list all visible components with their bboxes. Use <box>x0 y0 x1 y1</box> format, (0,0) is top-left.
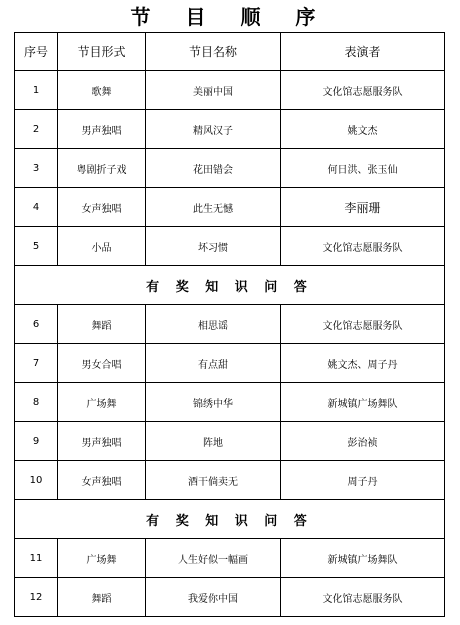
cell-performer: 周子丹 <box>281 461 445 500</box>
cell-performer: 文化馆志愿服务队 <box>281 71 445 110</box>
table-row <box>15 461 445 500</box>
cell-name: 花田错会 <box>146 149 281 188</box>
cell-performer: 彭治祯 <box>281 422 445 461</box>
table-header-row <box>15 33 445 71</box>
cell-performer: 姚文杰、周子丹 <box>281 344 445 383</box>
cell-performer: 何日洪、张玉仙 <box>281 149 445 188</box>
quiz-section-row <box>15 500 445 539</box>
cell-name: 此生无憾 <box>146 188 281 227</box>
cell-no: 12 <box>15 578 58 617</box>
cell-no: 11 <box>15 539 58 578</box>
cell-name: 阵地 <box>146 422 281 461</box>
cell-form: 男声独唱 <box>58 422 146 461</box>
cell-form: 广场舞 <box>58 383 146 422</box>
cell-name: 坏习惯 <box>146 227 281 266</box>
cell-name: 有点甜 <box>146 344 281 383</box>
cell-form: 女声独唱 <box>58 461 146 500</box>
page-title: 节 目 顺 序 <box>130 5 330 29</box>
cell-no: 3 <box>15 149 58 188</box>
cell-form: 女声独唱 <box>58 188 146 227</box>
cell-no: 9 <box>15 422 58 461</box>
program-table <box>14 32 445 617</box>
quiz-section-label: 有 奖 知 识 问 答 <box>15 266 445 305</box>
cell-performer: 李丽珊 <box>281 188 445 227</box>
cell-performer: 文化馆志愿服务队 <box>281 305 445 344</box>
table-row <box>15 110 445 149</box>
cell-no: 7 <box>15 344 58 383</box>
cell-name: 人生好似一幅画 <box>146 539 281 578</box>
cell-form: 舞蹈 <box>58 578 146 617</box>
cell-name: 精风汉子 <box>146 110 281 149</box>
table-row <box>15 539 445 578</box>
cell-no: 4 <box>15 188 58 227</box>
cell-name: 美丽中国 <box>146 71 281 110</box>
table-row <box>15 227 445 266</box>
cell-form: 舞蹈 <box>58 305 146 344</box>
cell-performer: 新城镇广场舞队 <box>281 539 445 578</box>
quiz-section-label: 有 奖 知 识 问 答 <box>15 500 445 539</box>
cell-form: 小品 <box>58 227 146 266</box>
cell-name: 锦绣中华 <box>146 383 281 422</box>
table-row <box>15 578 445 617</box>
cell-performer: 文化馆志愿服务队 <box>281 227 445 266</box>
table-row <box>15 422 445 461</box>
cell-no: 10 <box>15 461 58 500</box>
cell-name: 相思谣 <box>146 305 281 344</box>
quiz-section-row <box>15 266 445 305</box>
header-performer: 表演者 <box>281 33 445 71</box>
table-row <box>15 71 445 110</box>
table-row <box>15 188 445 227</box>
cell-no: 2 <box>15 110 58 149</box>
cell-form: 广场舞 <box>58 539 146 578</box>
cell-form: 男女合唱 <box>58 344 146 383</box>
header-name: 节目名称 <box>146 33 281 71</box>
cell-form: 男声独唱 <box>58 110 146 149</box>
cell-form: 歌舞 <box>58 71 146 110</box>
table-row <box>15 149 445 188</box>
cell-name: 酒干倘卖无 <box>146 461 281 500</box>
table-row <box>15 305 445 344</box>
cell-no: 8 <box>15 383 58 422</box>
table-row <box>15 383 445 422</box>
cell-performer: 文化馆志愿服务队 <box>281 578 445 617</box>
cell-form: 粤剧折子戏 <box>58 149 146 188</box>
cell-performer: 姚文杰 <box>281 110 445 149</box>
cell-performer: 新城镇广场舞队 <box>281 383 445 422</box>
header-no: 序号 <box>15 33 58 71</box>
cell-name: 我爱你中国 <box>146 578 281 617</box>
cell-no: 1 <box>15 71 58 110</box>
cell-no: 5 <box>15 227 58 266</box>
cell-no: 6 <box>15 305 58 344</box>
header-form: 节目形式 <box>58 33 146 71</box>
table-row <box>15 344 445 383</box>
